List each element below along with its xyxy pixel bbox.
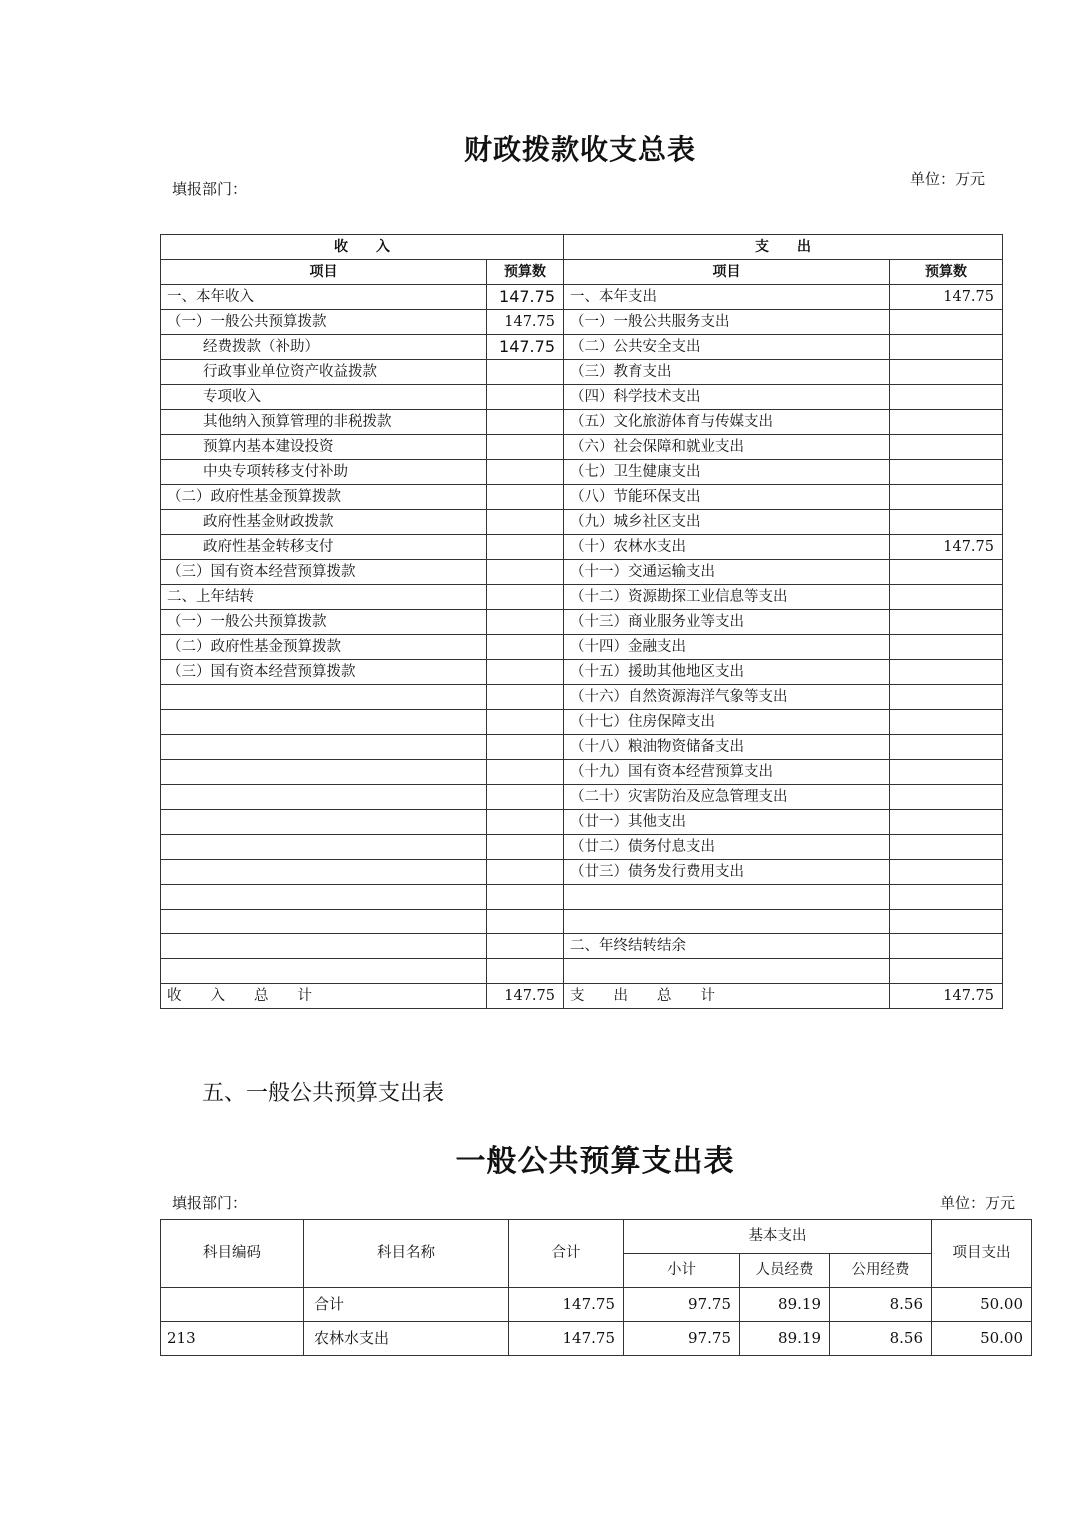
income-budget-cell (487, 934, 564, 959)
expense-item-cell: （七）卫生健康支出 (564, 460, 890, 485)
table1-row (161, 909, 1003, 934)
table1-row (161, 934, 1003, 959)
project-cell: 50.00 (932, 1322, 1032, 1356)
income-item-cell: （一）一般公共预算拨款 (161, 610, 487, 635)
expense-item-cell: （三）教育支出 (564, 360, 890, 385)
expense-budget-cell (890, 510, 1003, 535)
income-budget-cell (487, 810, 564, 835)
income-item-cell: 政府性基金转移支付 (161, 535, 487, 560)
income-budget-cell (487, 385, 564, 410)
code-header: 科目编码 (161, 1220, 304, 1288)
table1-row (161, 660, 1003, 685)
expense-budget-cell (890, 485, 1003, 510)
expense-budget-cell (890, 934, 1003, 959)
expense-budget-cell (890, 335, 1003, 360)
income-budget-cell (487, 435, 564, 460)
table1-title: 财政拨款收支总表 (463, 133, 696, 166)
table1-row (161, 360, 1003, 385)
income-budget-cell (487, 510, 564, 535)
income-item-cell: （二）政府性基金预算拨款 (161, 635, 487, 660)
expense-budget-cell (890, 460, 1003, 485)
public-header: 公用经费 (830, 1254, 932, 1288)
expense-item-cell: （十八）粮油物资储备支出 (564, 735, 890, 760)
expense-budget-cell (890, 310, 1003, 335)
table1-row (161, 385, 1003, 410)
income-item-cell: 一、本年收入 (161, 285, 487, 310)
total-header: 合计 (509, 1220, 624, 1288)
income-budget-cell (487, 959, 564, 984)
income-budget-cell (487, 360, 564, 385)
expense-item-cell: （十）农林水支出 (564, 535, 890, 560)
income-item-cell: 其他纳入预算管理的非税拨款 (161, 410, 487, 435)
personnel-cell: 89.19 (740, 1288, 830, 1322)
income-item-cell: （三）国有资本经营预算拨款 (161, 560, 487, 585)
income-budget-cell (487, 635, 564, 660)
expense-budget-cell (890, 909, 1003, 934)
income-total-label: 收 入 总 计 (161, 983, 487, 1008)
expense-item-cell: 一、本年支出 (564, 285, 890, 310)
project-expense-header: 项目支出 (932, 1220, 1032, 1288)
name-cell: 农林水支出 (304, 1322, 509, 1356)
income-item-cell (161, 860, 487, 885)
expense-item-cell: （十一）交通运输支出 (564, 560, 890, 585)
income-item-cell: 中央专项转移支付补助 (161, 460, 487, 485)
table2-header-row-1 (161, 1220, 1032, 1254)
expense-budget-cell (890, 885, 1003, 910)
expense-budget-cell: 147.75 (890, 535, 1003, 560)
expense-budget-cell (890, 435, 1003, 460)
income-item-cell: 预算内基本建设投资 (161, 435, 487, 460)
income-budget-cell (487, 710, 564, 735)
section-5-heading: 五、一般公共预算支出表 (202, 1081, 445, 1106)
subtotal-header: 小计 (624, 1254, 740, 1288)
expense-budget-cell: 147.75 (890, 285, 1003, 310)
expense-item-cell: （廿二）债务付息支出 (564, 835, 890, 860)
code-cell: 213 (161, 1322, 304, 1356)
expense-item-cell: （四）科学技术支出 (564, 385, 890, 410)
expense-budget-cell (890, 560, 1003, 585)
income-item-cell (161, 785, 487, 810)
income-budget-cell: 147.75 (487, 285, 564, 310)
table2-unit-label: 单位：万元 (940, 1194, 1016, 1212)
table1-row (161, 610, 1003, 635)
table1-row (161, 460, 1003, 485)
income-budget-cell (487, 885, 564, 910)
table2-dept-label: 填报部门： (172, 1194, 248, 1212)
table1-row (161, 735, 1003, 760)
total-cell: 147.75 (509, 1322, 624, 1356)
expense-budget-cell (890, 735, 1003, 760)
income-budget-header: 预算数 (487, 260, 564, 285)
table1-row (161, 685, 1003, 710)
table1-row (161, 835, 1003, 860)
expense-budget-cell (890, 785, 1003, 810)
income-budget-cell: 147.75 (487, 310, 564, 335)
income-item-cell: 政府性基金财政拨款 (161, 510, 487, 535)
expense-item-cell: （十七）住房保障支出 (564, 710, 890, 735)
expense-item-cell: （廿三）债务发行费用支出 (564, 860, 890, 885)
name-cell: 合计 (304, 1288, 509, 1322)
expense-budget-cell (890, 360, 1003, 385)
expense-budget-cell (890, 959, 1003, 984)
table1-header-row-1 (161, 235, 1003, 260)
expense-item-cell (564, 885, 890, 910)
income-header: 收 入 (161, 235, 564, 260)
subtotal-cell: 97.75 (624, 1322, 740, 1356)
table1-row (161, 710, 1003, 735)
table1-row (161, 785, 1003, 810)
table1-row (161, 885, 1003, 910)
income-budget-cell: 147.75 (487, 335, 564, 360)
expense-item-cell: （六）社会保障和就业支出 (564, 435, 890, 460)
table1-unit-label: 单位：万元 (910, 170, 986, 188)
table1-row (161, 760, 1003, 785)
expense-item-cell: （八）节能环保支出 (564, 485, 890, 510)
table1-row (161, 635, 1003, 660)
table1-row (161, 285, 1003, 310)
table1-row (161, 310, 1003, 335)
table1-row (161, 335, 1003, 360)
table1-row (161, 560, 1003, 585)
table1-row (161, 410, 1003, 435)
income-item-cell (161, 735, 487, 760)
expense-item-cell: （五）文化旅游体育与传媒支出 (564, 410, 890, 435)
expense-budget-cell (890, 685, 1003, 710)
table1-total-row (161, 983, 1003, 1008)
table1-row (161, 959, 1003, 984)
expense-item-cell: （一）一般公共服务支出 (564, 310, 890, 335)
personnel-cell: 89.19 (740, 1322, 830, 1356)
table1-dept-label: 填报部门： (172, 180, 248, 198)
income-item-cell (161, 810, 487, 835)
expense-item-cell: （十六）自然资源海洋气象等支出 (564, 685, 890, 710)
income-item-cell (161, 885, 487, 910)
income-budget-cell (487, 909, 564, 934)
expense-item-header: 项目 (564, 260, 890, 285)
expense-budget-cell (890, 710, 1003, 735)
income-item-cell (161, 959, 487, 984)
income-budget-cell (487, 685, 564, 710)
income-item-cell: （一）一般公共预算拨款 (161, 310, 487, 335)
table1-row (161, 435, 1003, 460)
income-budget-cell (487, 835, 564, 860)
income-item-header: 项目 (161, 260, 487, 285)
income-item-cell: （三）国有资本经营预算拨款 (161, 660, 487, 685)
expense-total-label: 支 出 总 计 (564, 983, 890, 1008)
table2-row (161, 1322, 1032, 1356)
expense-budget-cell (890, 760, 1003, 785)
expense-header: 支 出 (564, 235, 1003, 260)
income-item-cell: 专项收入 (161, 385, 487, 410)
expense-budget-header: 预算数 (890, 260, 1003, 285)
expense-budget-cell (890, 860, 1003, 885)
income-item-cell: 经费拨款（补助） (161, 335, 487, 360)
income-budget-cell (487, 860, 564, 885)
expense-item-cell: （九）城乡社区支出 (564, 510, 890, 535)
expense-item-cell: （十二）资源勘探工业信息等支出 (564, 585, 890, 610)
income-budget-cell (487, 560, 564, 585)
expense-budget-cell (890, 385, 1003, 410)
table2-title: 一般公共预算支出表 (455, 1144, 735, 1179)
expense-item-cell (564, 959, 890, 984)
subtotal-cell: 97.75 (624, 1288, 740, 1322)
fiscal-appropriation-summary-table (160, 234, 1003, 1009)
expense-budget-cell (890, 410, 1003, 435)
expense-item-cell: （二十）灾害防治及应急管理支出 (564, 785, 890, 810)
income-budget-cell (487, 660, 564, 685)
income-item-cell: （二）政府性基金预算拨款 (161, 485, 487, 510)
expense-item-cell: （十九）国有资本经营预算支出 (564, 760, 890, 785)
expense-budget-cell (890, 660, 1003, 685)
expense-budget-cell (890, 585, 1003, 610)
expense-budget-cell (890, 810, 1003, 835)
income-budget-cell (487, 785, 564, 810)
expense-item-cell (564, 909, 890, 934)
income-budget-cell (487, 760, 564, 785)
expense-item-cell: 二、年终结转结余 (564, 934, 890, 959)
total-cell: 147.75 (509, 1288, 624, 1322)
general-public-budget-expenditure-table (160, 1219, 1032, 1356)
income-item-cell (161, 909, 487, 934)
income-budget-cell (487, 735, 564, 760)
expense-item-cell: （十三）商业服务业等支出 (564, 610, 890, 635)
income-total-value: 147.75 (487, 983, 564, 1008)
table2-row (161, 1288, 1032, 1322)
table1-row (161, 510, 1003, 535)
basic-expense-header: 基本支出 (624, 1220, 932, 1254)
income-item-cell: 二、上年结转 (161, 585, 487, 610)
expense-total-value: 147.75 (890, 983, 1003, 1008)
table1-row (161, 810, 1003, 835)
public-cell: 8.56 (830, 1322, 932, 1356)
expense-item-cell: （十五）援助其他地区支出 (564, 660, 890, 685)
income-item-cell (161, 710, 487, 735)
income-budget-cell (487, 460, 564, 485)
income-item-cell (161, 760, 487, 785)
expense-item-cell: （十四）金融支出 (564, 635, 890, 660)
expense-budget-cell (890, 835, 1003, 860)
expense-budget-cell (890, 635, 1003, 660)
personnel-header: 人员经费 (740, 1254, 830, 1288)
income-item-cell (161, 934, 487, 959)
income-budget-cell (487, 535, 564, 560)
income-budget-cell (487, 610, 564, 635)
expense-budget-cell (890, 610, 1003, 635)
expense-item-cell: （廿一）其他支出 (564, 810, 890, 835)
table1-header-row-2 (161, 260, 1003, 285)
public-cell: 8.56 (830, 1288, 932, 1322)
income-item-cell: 行政事业单位资产收益拨款 (161, 360, 487, 385)
table1-row (161, 860, 1003, 885)
income-item-cell (161, 685, 487, 710)
income-budget-cell (487, 585, 564, 610)
income-budget-cell (487, 485, 564, 510)
expense-item-cell: （二）公共安全支出 (564, 335, 890, 360)
income-item-cell (161, 835, 487, 860)
project-cell: 50.00 (932, 1288, 1032, 1322)
table1-row (161, 485, 1003, 510)
income-budget-cell (487, 410, 564, 435)
table1-row (161, 535, 1003, 560)
table1-row (161, 585, 1003, 610)
code-cell (161, 1288, 304, 1322)
name-header: 科目名称 (304, 1220, 509, 1288)
